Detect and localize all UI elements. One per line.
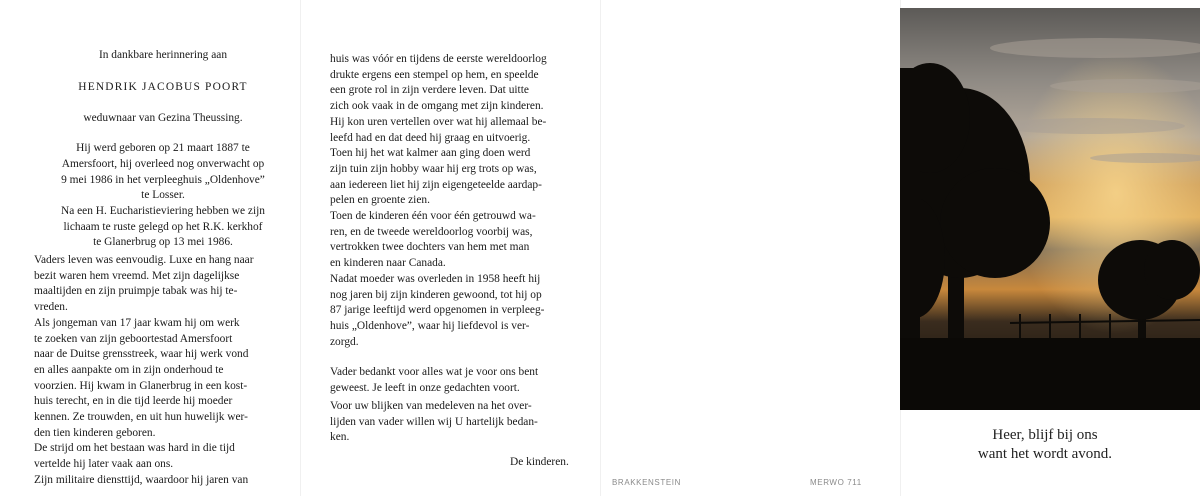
text-line: zich ook vaak in de omgang met zijn kinderen. xyxy=(330,100,544,113)
text-line: De strijd om het bestaan was hard in die tijd xyxy=(34,442,235,455)
text-line: zijn tuin zijn hobby waar hij erg trots op was, xyxy=(330,162,537,175)
text-line: den tien kinderen geboren. xyxy=(34,426,156,439)
text-line: drukte ergens een stempel op hem, en speelde xyxy=(330,68,539,81)
text-line: lijden van vader willen wij U hartelijk bedan- xyxy=(330,415,538,428)
biography-part-1 xyxy=(34,253,286,489)
text-line: huis „Oldenhove”, waar hij liefdevol is ver- xyxy=(330,319,530,332)
text-line: een grote rol in zijn verdere leven. Dat uitte xyxy=(330,84,529,97)
text-line: Toen de kinderen één voor één getrouwd wa- xyxy=(330,210,536,223)
text-line: vreden. xyxy=(34,301,68,314)
text-line: vertelde hij later vaak aan ons. xyxy=(34,458,174,471)
text-line: Vaders leven was eenvoudig. Luxe en hang naar xyxy=(34,254,254,266)
text-line: naar de Duitse grensstreek, waar hij werk vond xyxy=(34,348,249,361)
print-code: MERWO 711 xyxy=(810,478,862,487)
text-line: Hij kon uren vertellen over wat hij allemaal be- xyxy=(330,115,547,128)
text-line: en alles aanpakte om in zijn onderhoud te xyxy=(34,363,224,376)
text-line: zorgd. xyxy=(330,335,359,348)
text-line: te Glanerbrug op 13 mei 1986. xyxy=(93,236,233,249)
paragraph-gap xyxy=(330,350,585,365)
cover-quote xyxy=(900,426,1190,464)
text-line: pelen en groente zien. xyxy=(330,194,430,207)
birth-death-block xyxy=(58,141,268,251)
widow-line: weduwnaar van Gezina Theussing. xyxy=(83,112,243,125)
intro-text: In dankbare herinnering aan xyxy=(98,49,228,61)
printer-imprint: BRAKKENSTEIN xyxy=(612,478,681,487)
text-line: Na een H. Eucharistieviering hebben we zijn xyxy=(60,204,265,217)
text-line: 9 mei 1986 in het verpleeghuis „Oldenhove” xyxy=(61,173,265,186)
biography-part-2 xyxy=(330,52,585,397)
quote-line: want het wordt avond. xyxy=(977,446,1113,462)
text-line: ren, en de tweede wereldoorlog voorbij was, xyxy=(330,225,533,238)
text-line: te zoeken van zijn geboortestad Amersfoort xyxy=(34,332,233,345)
sunset-tree-photo xyxy=(900,8,1200,410)
text-line: Zijn militaire diensttijd, waardoor hij jaren van xyxy=(34,473,249,486)
text-line: vertrokken twee dochters van hem met man xyxy=(330,241,530,254)
quote-line: Heer, blijf bij ons xyxy=(992,427,1098,443)
deceased-name: HENDRIK JACOBUS POORT xyxy=(78,80,248,93)
text-line: Voor uw blijken van medeleven na het over- xyxy=(330,400,532,412)
text-line: Toen hij het wat kalmer aan ging doen werd xyxy=(330,147,531,160)
text-line: ken. xyxy=(330,431,350,444)
memorial-header xyxy=(58,48,268,251)
signature: De kinderen. xyxy=(510,456,569,468)
panel-biography-continued xyxy=(300,0,681,496)
text-line: Als jongeman van 17 jaar kwam hij om werk xyxy=(34,316,240,329)
text-line: voorzien. Hij kwam in Glanerbrug in een kost- xyxy=(34,379,248,392)
text-line: huis was vóór en tijdens de eerste wereldoorlog xyxy=(330,53,547,65)
text-line: huis terecht, en in die tijd leerde hij moeder xyxy=(34,395,233,408)
panel-memorial-intro xyxy=(0,0,300,496)
text-line: aan iedereen liet hij zijn eigengeteelde aardap- xyxy=(330,178,542,191)
text-line: en kinderen naar Canada. xyxy=(330,257,446,270)
field xyxy=(900,338,1200,410)
text-line: nog jaren bij zijn kinderen gewoond, tot hij op xyxy=(330,288,542,301)
text-line: Amersfoort, hij overleed nog onverwacht op xyxy=(61,157,265,170)
text-line: leefd had en dat deed hij graag en uitvoerig. xyxy=(330,131,531,144)
panel-cover xyxy=(900,0,1200,496)
text-line: Hij werd geboren op 21 maart 1887 te xyxy=(76,142,250,155)
text-line: lichaam te ruste gelegd op het R.K. kerkhof xyxy=(63,220,263,233)
text-line: bezit waren hem vreemd. Met zijn dagelijkse xyxy=(34,269,240,282)
thanks-note xyxy=(330,399,585,446)
text-line: kennen. Ze trouwden, en uit hun huwelijk wer- xyxy=(34,411,248,424)
closing-line: geweest. Je leeft in onze gedachten voort. xyxy=(330,382,520,395)
text-line: 87 jarige leeftijd werd opgenomen in verpleeg- xyxy=(330,304,545,317)
text-line: te Losser. xyxy=(141,189,185,202)
closing-line: Vader bedankt voor alles wat je voor ons bent xyxy=(330,366,539,379)
text-line: Nadat moeder was overleden in 1958 heeft hij xyxy=(330,272,541,285)
panel-blank xyxy=(600,0,900,496)
text-line: maaltijden en zijn pruimpje tabak was hij te- xyxy=(34,285,238,298)
